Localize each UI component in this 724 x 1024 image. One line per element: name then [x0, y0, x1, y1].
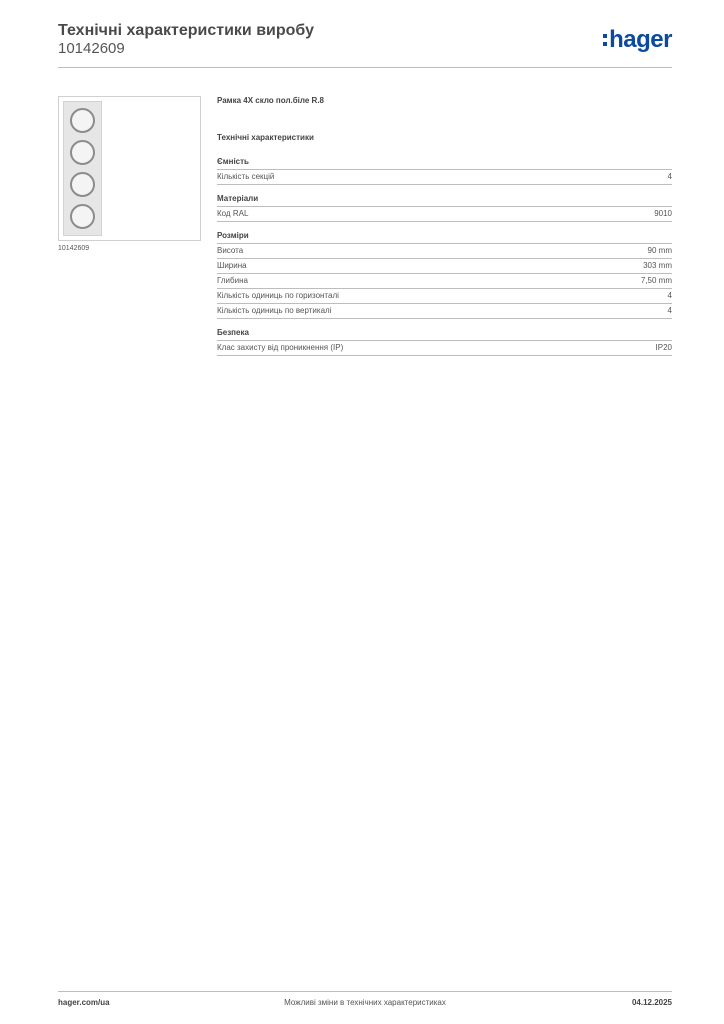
spec-value: 303 mm [643, 261, 672, 270]
spec-label: Ширина [217, 261, 247, 270]
spec-group-materials [217, 194, 672, 222]
spec-value: 90 mm [647, 246, 672, 255]
document-title: Технічні характеристики виробу [58, 22, 314, 39]
frame-opening-icon [70, 108, 95, 133]
spec-row [217, 289, 672, 304]
header-divider [58, 67, 672, 68]
footer-disclaimer: Можливі зміни в технічних характеристиках [284, 998, 446, 1007]
spec-value: 4 [667, 172, 672, 181]
spec-value: 4 [667, 291, 672, 300]
spec-value: 7,50 mm [640, 276, 672, 285]
group-title: Ємність [217, 157, 672, 170]
footer-website-link[interactable]: hager.com/ua [58, 998, 110, 1007]
footer-divider [58, 991, 672, 992]
spec-row [217, 170, 672, 185]
specifications-title: Технічні характеристики [217, 133, 314, 142]
logo-text: hager [609, 26, 672, 53]
specifications-panel [217, 96, 672, 365]
spec-row [217, 244, 672, 259]
group-title: Безпека [217, 328, 672, 341]
hager-logo [603, 28, 672, 52]
logo-dots-icon [603, 34, 607, 46]
page-footer [58, 998, 672, 1010]
spec-label: Глибина [217, 276, 248, 285]
spec-value: 4 [667, 306, 672, 315]
spec-label: Кількість одиниць по вертикалі [217, 306, 332, 315]
group-title: Розміри [217, 231, 672, 244]
document-header [58, 22, 314, 58]
spec-group-safety [217, 328, 672, 356]
frame-opening-icon [70, 140, 95, 165]
spec-row [217, 274, 672, 289]
spec-label: Код RAL [217, 209, 249, 218]
frame-opening-icon [70, 204, 95, 229]
spec-row [217, 304, 672, 319]
spec-label: Висота [217, 246, 244, 255]
spec-group-dimensions [217, 231, 672, 319]
document-code: 10142609 [58, 40, 125, 57]
group-title: Матеріали [217, 194, 672, 207]
spec-label: Клас захисту від проникнення (IP) [217, 343, 344, 352]
spec-group-capacity [217, 157, 672, 185]
product-image [58, 96, 201, 241]
frame-opening-icon [70, 172, 95, 197]
spec-row [217, 207, 672, 222]
spec-value: 9010 [654, 209, 672, 218]
spec-label: Кількість одиниць по горизонталі [217, 291, 339, 300]
spec-value: IP20 [655, 343, 672, 352]
spec-row [217, 259, 672, 274]
product-name: Рамка 4X скло пол.біле R.8 [217, 96, 325, 105]
spec-row [217, 341, 672, 356]
image-caption: 10142609 [58, 245, 90, 252]
frame-plate-icon [63, 101, 102, 236]
footer-date: 04.12.2025 [631, 998, 672, 1007]
spec-label: Кількість секцій [217, 172, 275, 181]
